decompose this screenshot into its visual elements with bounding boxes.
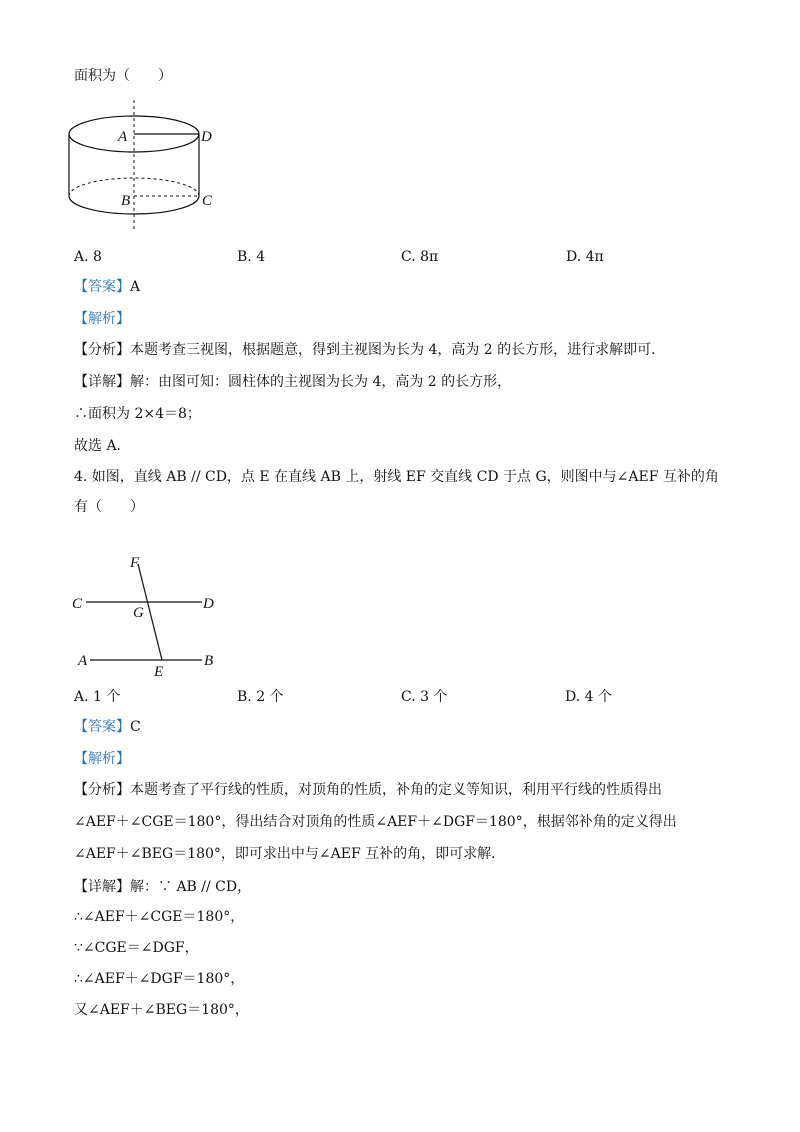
label-a: A [118,129,128,145]
q3-xiangjie-line [74,372,511,392]
fenxi-tag: 【分析】 [74,342,130,358]
step-5: 又∠AEF＋∠BEG＝180°， [74,1002,249,1018]
q3-stem-tail: 面积为（ ） [74,68,172,84]
q4-option-c: C. 3 个 [401,689,448,705]
parallel-lines-figure [70,550,230,680]
q3-option-c: C. 8π [401,249,439,265]
q3-option-a: A. 8 [74,249,102,265]
label-b: B [121,193,131,209]
label-b2: B [204,653,214,669]
step-1: 解：∵ AB // CD， [130,879,252,895]
label-f: F [130,555,140,571]
q4-fenxi-line3: ∠AEF＋∠BEG＝180°，即可求出中与∠AEF 互补的角，即可求解． [74,846,506,862]
step-3: ∵∠CGE＝∠DGF， [74,940,199,956]
step-4: ∴∠AEF＋∠DGF＝180°， [74,971,245,987]
label-d2: D [203,596,214,612]
q4-stem-line2: 有（ ） [74,499,144,515]
fenxi-tag: 【分析】 [74,782,130,798]
q3-option-d: D. 4π [566,249,604,265]
q4-option-d: D. 4 个 [565,689,612,705]
fenxi-text: 本题考查三视图，根据题意，得到主视图为长为 4，高为 2 的长方形，进行求解即可． [130,342,666,358]
q4-fenxi-line2: ∠AEF＋∠CGE＝180°，得出结合对顶角的性质∠AEF＋∠DGF＝180°，根据邻补角的定义得出 [74,814,677,830]
q3-answer-line [74,277,140,297]
label-d: D [201,129,212,145]
q4-answer-line [74,717,141,737]
xiangjie-tag: 【详解】 [74,879,130,895]
q4-analysis-tag: 【解析】 [74,751,130,767]
xiangjie-tag: 【详解】 [74,374,130,390]
fenxi-text-1: 本题考查了平行线的性质，对顶角的性质，补角的定义等知识，利用平行线的性质得出 [130,782,662,798]
label-a2: A [78,653,88,669]
q4-xiangjie-line [74,877,251,897]
answer-tag: 【答案】 [74,279,130,295]
q3-calc: ∴面积为 2×4＝8； [74,406,201,422]
q4-stem-line1: 4. 如图，直线 AB // CD，点 E 在直线 AB 上，射线 EF 交直线 CD 于点 G，则图中与∠AEF 互补的角 [74,469,719,485]
q4-fenxi-line1 [74,780,662,800]
label-g: G [133,605,144,621]
cylinder-figure [60,98,230,234]
label-e: E [154,664,164,680]
step-2: ∴∠AEF＋∠CGE＝180°， [74,909,245,925]
answer-tag: 【答案】 [74,719,130,735]
q3-analysis-tag: 【解析】 [74,311,130,327]
q3-fenxi-line [74,340,665,360]
q3-option-b: B. 4 [237,249,266,265]
q4-option-a: A. 1 个 [74,689,121,705]
xiangjie-text: 解：由图可知：圆柱体的主视图为长为 4，高为 2 的长方形， [130,374,512,390]
answer-value: C [130,719,141,735]
answer-value: A [130,279,141,295]
q4-option-b: B. 2 个 [237,689,284,705]
label-c: C [202,193,213,209]
label-c2: C [72,596,83,612]
q3-conclusion: 故选 A． [74,438,131,454]
